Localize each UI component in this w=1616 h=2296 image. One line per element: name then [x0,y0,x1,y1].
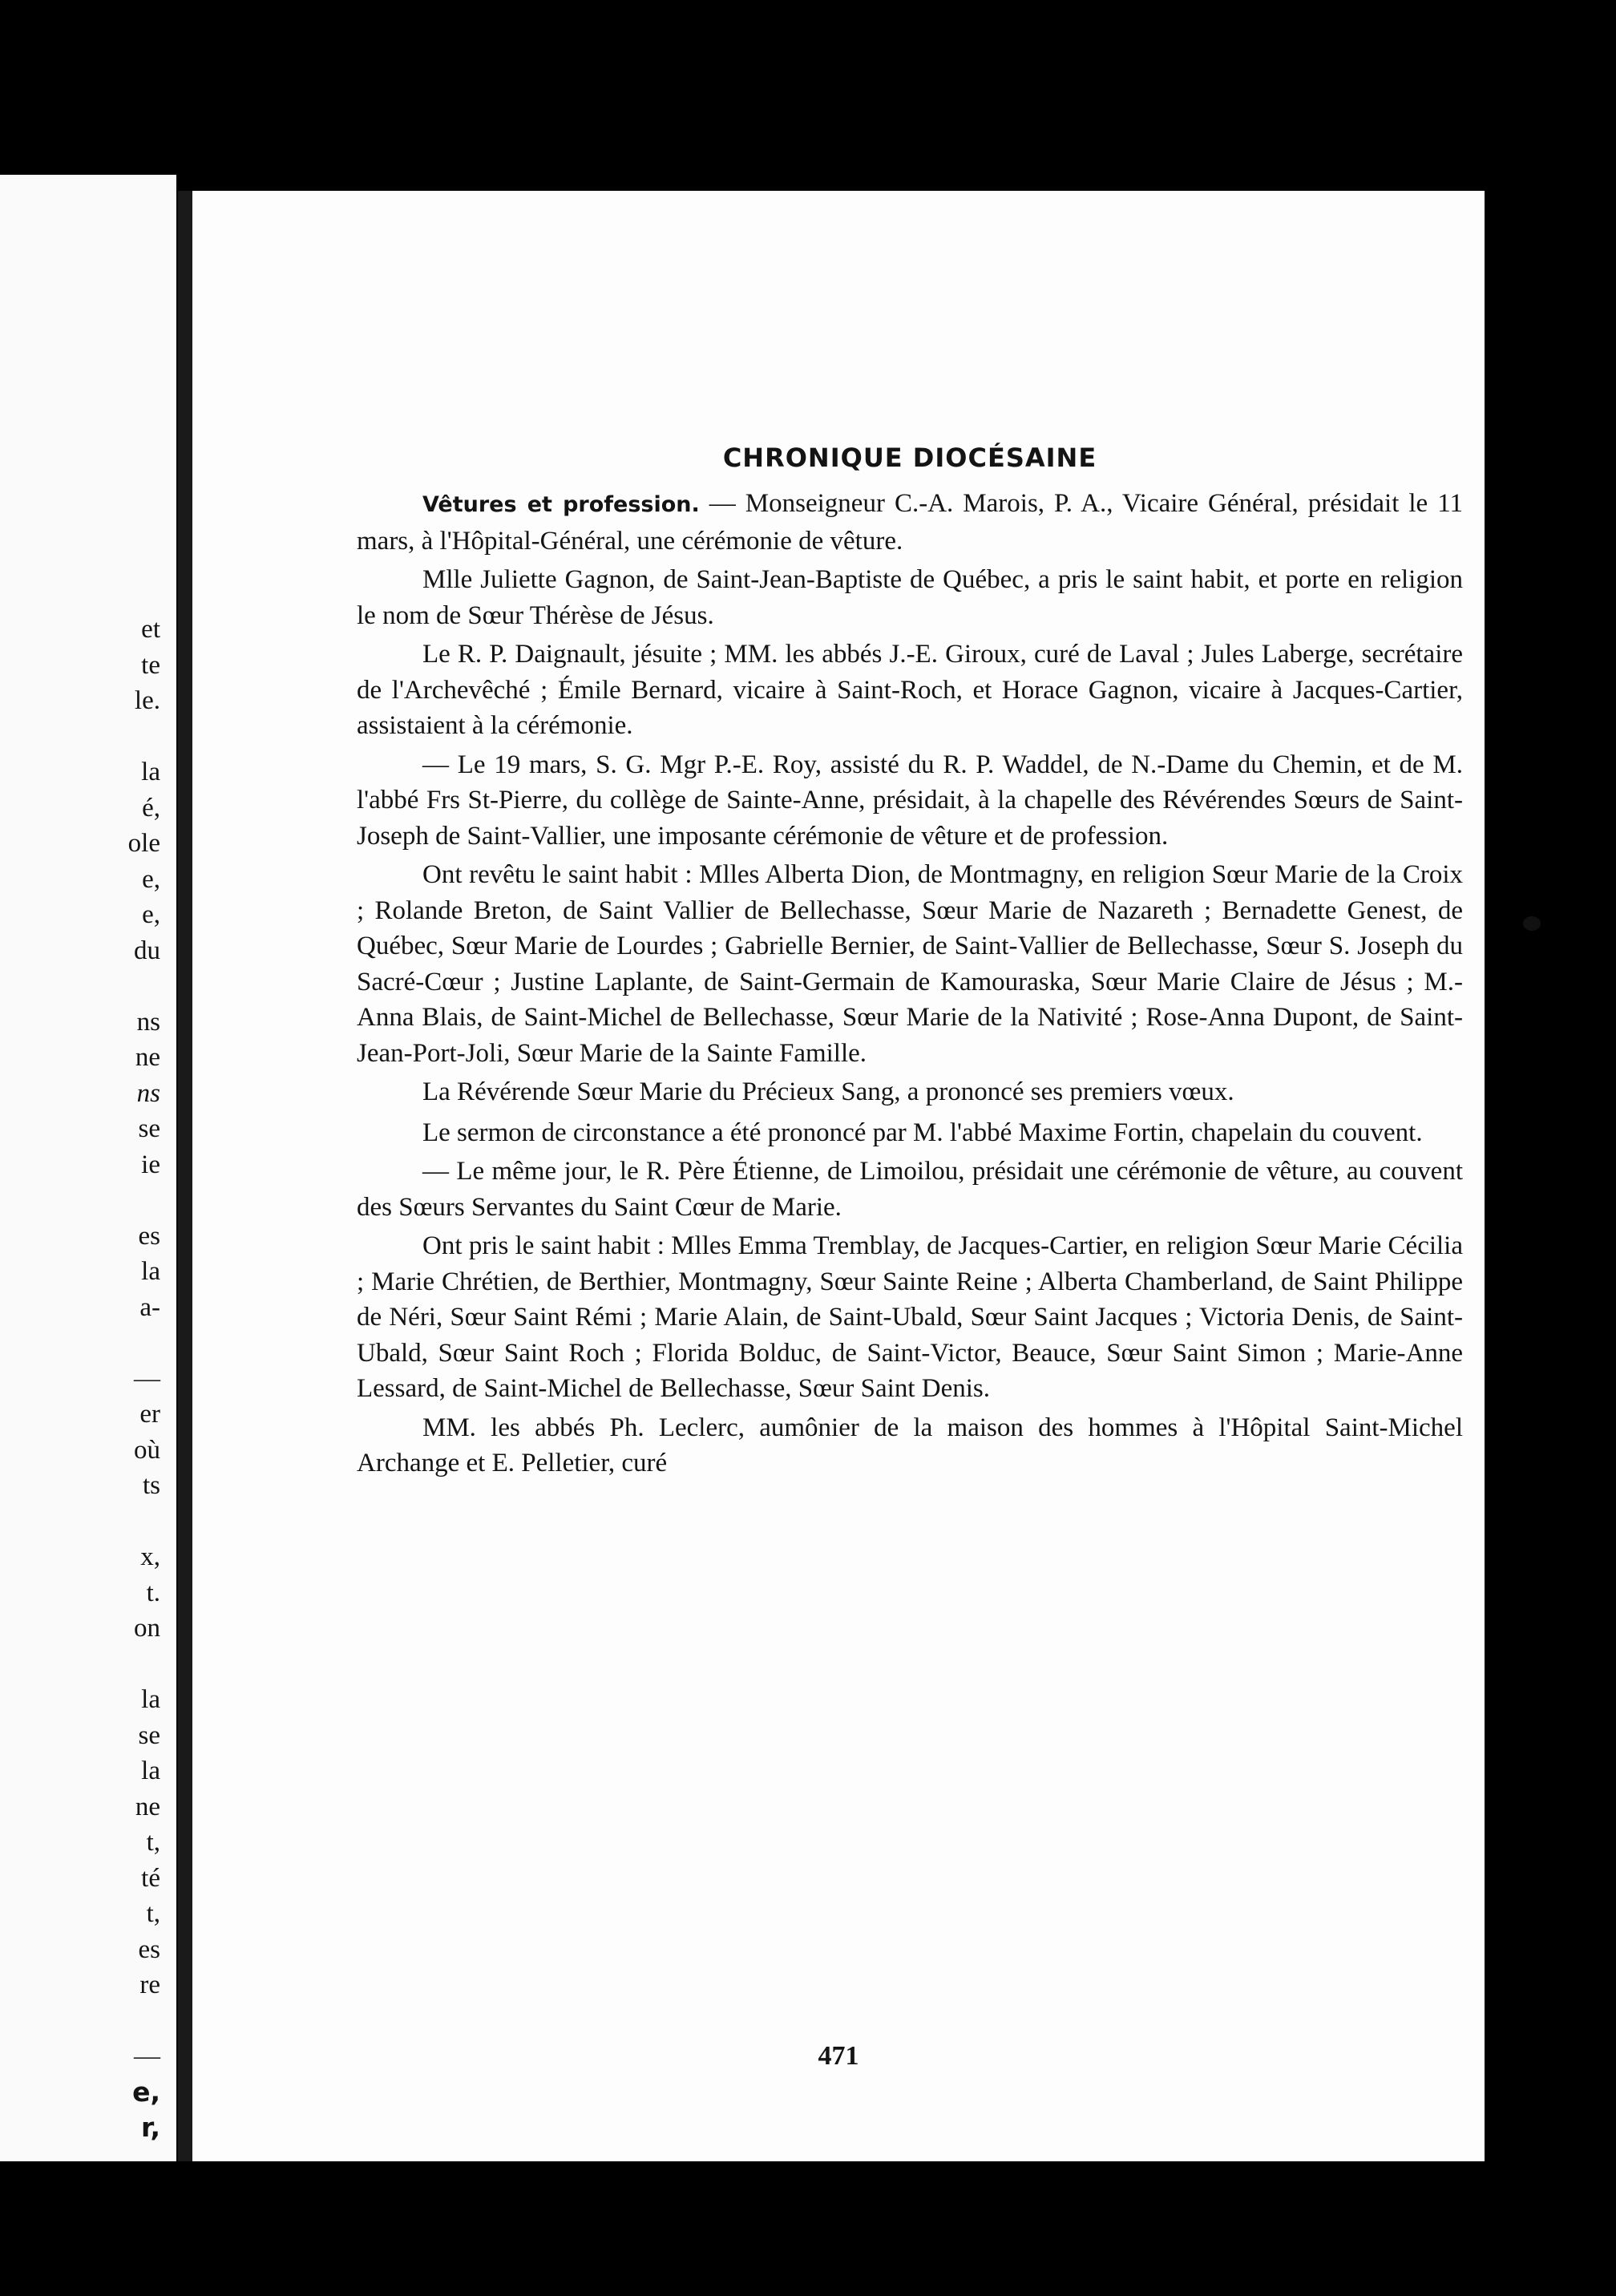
left-fragment: t, [146,1828,160,1857]
left-fragment [0,1182,160,1219]
left-fragment: ne [135,1792,160,1821]
page-number: 471 [818,2041,859,2071]
left-fragment: — [134,1364,160,1393]
left-fragment: le. [134,686,160,715]
left-fragment: où [134,1435,160,1465]
left-fragment: x, [140,1542,160,1571]
article-paragraph [357,486,1463,559]
left-fragment: té [141,1863,160,1893]
left-page-text-fragments [0,612,160,2146]
left-fragment [0,719,160,755]
left-fragment: t, [146,1899,160,1928]
left-fragment: se [138,1720,160,1750]
left-fragment: ne [135,1043,160,1072]
left-fragment [0,1325,160,1361]
article-paragraph: Mlle Juliette Gagnon, de Saint-Jean-Baptiste de Québec, a pris le saint habit, et porte en religion le nom de Sœur Thérèse de Jésus. [357,565,1463,630]
left-fragment: la [141,758,160,786]
left-fragment: ts [142,1471,160,1500]
left-fragment: la [141,1685,160,1714]
left-fragment: se [138,1114,160,1143]
article-paragraph: Ont pris le saint habit : Mlles Emma Tremblay, de Jacques-Cartier, en religion Sœur Marie Cécilia ; Marie Chrétien, de Berthier, Montmagny, Sœur Sainte Reine ; Alberta Chamberland, de Saint Philippe de Néri, Sœur Saint Rémi ; Marie Alain, de Saint-Ubald, Sœur Saint Jacques ; Victoria Denis, de Saint-Ubald, Sœur Saint Roch ; Florida Bolduc, de Saint-Victor, Beauce, Sœur Saint Simon ; Marie-Anne Lessard, de Saint-Michel de Bellechasse, Sœur Saint Denis. [357,1231,1463,1403]
article-paragraph: Le R. P. Daignault, jésuite ; MM. les abbés J.-E. Giroux, curé de Laval ; Jules Laberge, secrétaire de l'Archevêché ; Émile Bernard, vicaire à Saint-Roch, et Horace Gagnon, vicaire à Jacques-Cartier, assistaient à la cérémonie. [357,640,1463,740]
left-fragment: e, [142,864,160,894]
left-fragment: te [141,650,160,680]
lead-heading: Vêtures et profession. [422,492,700,517]
left-fragment: la [141,1756,160,1785]
left-fragment: es [138,1221,160,1251]
left-fragment: ie [141,1150,160,1179]
article-paragraph: Le sermon de circonstance a été prononcé par M. l'abbé Maxime Fortin, chapelain du couvent. [422,1118,1423,1147]
left-fragment [0,2003,160,2039]
article [357,439,1463,1485]
right-page [192,191,1485,2161]
left-page [0,175,176,2161]
left-fragment [0,968,160,1004]
left-fragment: on [134,1614,160,1643]
ink-speck [1523,916,1541,931]
left-fragment: ns [136,1007,160,1037]
left-fragment: — [134,2042,160,2071]
left-fragment: t. [146,1578,160,1607]
book-gutter [178,191,192,2161]
article-paragraph: Ont revêtu le saint habit : Mlles Alberta Dion, de Montmagny, en religion Sœur Marie de la Croix ; Rolande Breton, de Saint Vallier de Bellechasse, Sœur Marie de Nazareth ; Bernadette Genest, de Québec, Sœur Marie de Lourdes ; Gabrielle Bernier, de Saint-Vallier de Bellechasse, Sœur S. Joseph du Sacré-Cœur ; Justine Laplante, de Saint-Germain de Kamouraska, Sœur Marie Claire de Jésus ; M.-Anna Blais, de Saint-Michel de Bellechasse, Sœur Marie de la Nativité ; Rose-Anna Dupont, de Saint-Jean-Port-Joli, Sœur Marie de la Sainte Famille. [357,860,1463,1068]
left-fragment: et [141,615,160,644]
paragraph-text: — Monseigneur C.-A. Marois, P. A., Vicaire Général, présidait le 11 mars, à l'Hôpital-Général, une cérémonie de vêture. [357,489,1463,556]
left-fragment [0,1504,160,1540]
article-paragraph: — Le 19 mars, S. G. Mgr P.-E. Roy, assisté du R. P. Waddel, de N.-Dame du Chemin, et de M. l'abbé Frs St-Pierre, du collège de Sainte-Anne, présidait, à la chapelle des Révérendes Sœurs de Saint-Joseph de Saint-Vallier, une imposante cérémonie de vêture et de profession. [357,750,1463,851]
left-fragment: a- [139,1292,160,1322]
left-fragment: é, [142,793,160,823]
article-paragraph: — Le même jour, le R. Père Étienne, de Limoilou, présidait une cérémonie de vêture, au couvent des Sœurs Servantes du Saint Cœur de Marie. [357,1157,1463,1222]
article-title: CHRONIQUE DIOCÉSAINE [722,443,1097,473]
left-fragment: r, [141,2112,160,2143]
left-fragment: er [139,1400,160,1429]
article-paragraph: MM. les abbés Ph. Leclerc, aumônier de la maison des hommes à l'Hôpital Saint-Michel Archange et E. Pelletier, curé [357,1413,1463,1477]
left-fragment: e, [132,2076,160,2108]
left-fragment: la [141,1257,160,1286]
left-fragment: ns [136,1078,160,1108]
left-fragment: ole [127,829,160,858]
left-fragment: re [139,1971,160,1999]
left-fragment: du [134,936,160,965]
article-paragraph: La Révérende Sœur Marie du Précieux Sang, a prononcé ses premiers vœux. [422,1077,1234,1106]
left-fragment: e, [142,900,160,929]
left-fragment [0,1647,160,1683]
left-fragment: es [138,1934,160,1964]
